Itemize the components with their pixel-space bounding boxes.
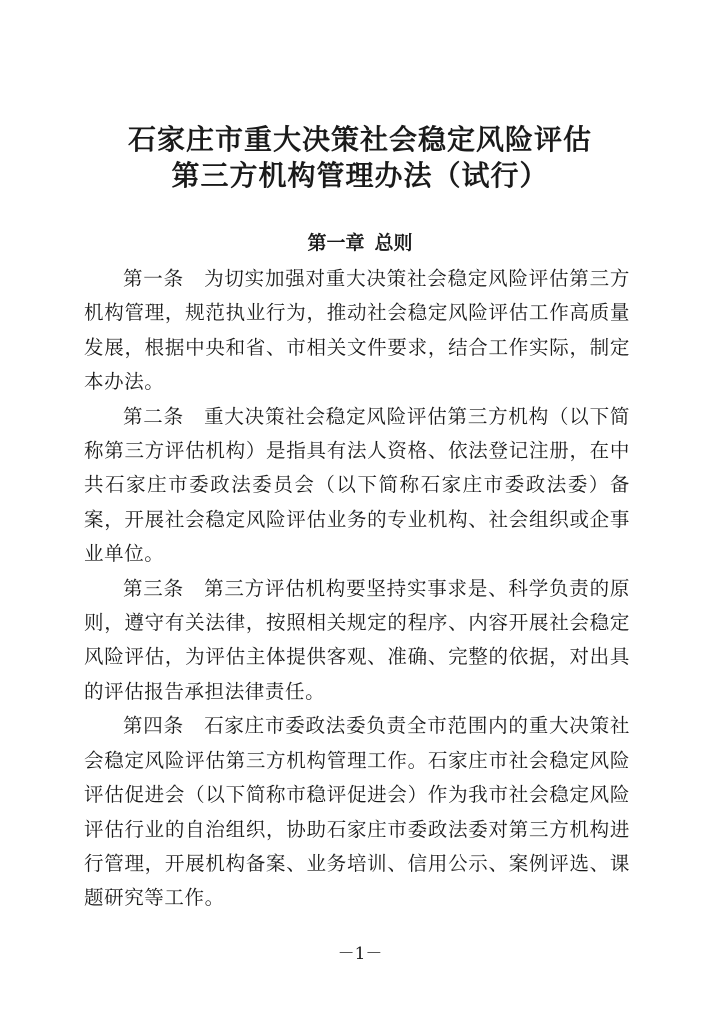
page-number: －1－ <box>337 944 383 964</box>
article-number: 第三条 <box>123 576 184 600</box>
article-1 <box>84 262 630 400</box>
document-body <box>84 262 630 916</box>
article-4 <box>84 709 630 915</box>
chapter-heading <box>0 229 720 257</box>
article-3 <box>84 572 630 710</box>
article-text: 为切实加强对重大决策社会稳定风险评估第三方机构管理，规范执业行为，推动社会稳定风险评估工作高质量发展，根据中央和省、市相关文件要求，结合工作实际，制定本办法。 <box>84 267 630 394</box>
article-number: 第二条 <box>123 404 184 428</box>
document-title-line-2: 第三方机构管理办法（试行） <box>171 159 549 192</box>
document-title-line-1: 石家庄市重大决策社会稳定风险评估 <box>127 123 592 156</box>
article-number: 第四条 <box>123 714 184 738</box>
article-text: 石家庄市委政法委负责全市范围内的重大决策社会稳定风险评估第三方机构管理工作。石家庄市社会稳定风险评估促进会（以下简称市稳评促进会）作为我市社会稳定风险评估行业的自治组织，协助石家庄市委政法委对第三方机构进行管理，开展机构备案、业务培训、信用公示、案例评选、课题研究等工作。 <box>84 714 630 910</box>
article-number: 第一条 <box>123 267 184 290</box>
chapter-number: 第一章 <box>307 232 365 254</box>
article-text: 重大决策社会稳定风险评估第三方机构（以下简称第三方评估机构）是指具有法人资格、依法登记注册，在中共石家庄市委政法委员会（以下简称石家庄市委政法委）备案，开展社会稳定风险评估业务的专业机构、社会组织或企事业单位。 <box>84 404 630 566</box>
chapter-name: 总则 <box>374 232 413 254</box>
article-text: 第三方评估机构要坚持实事求是、科学负责的原则，遵守有关法律，按照相关规定的程序、内容开展社会稳定风险评估，为评估主体提供客观、准确、完整的依据，对出具的评估报告承担法律责任。 <box>84 576 630 703</box>
article-2 <box>84 400 630 572</box>
